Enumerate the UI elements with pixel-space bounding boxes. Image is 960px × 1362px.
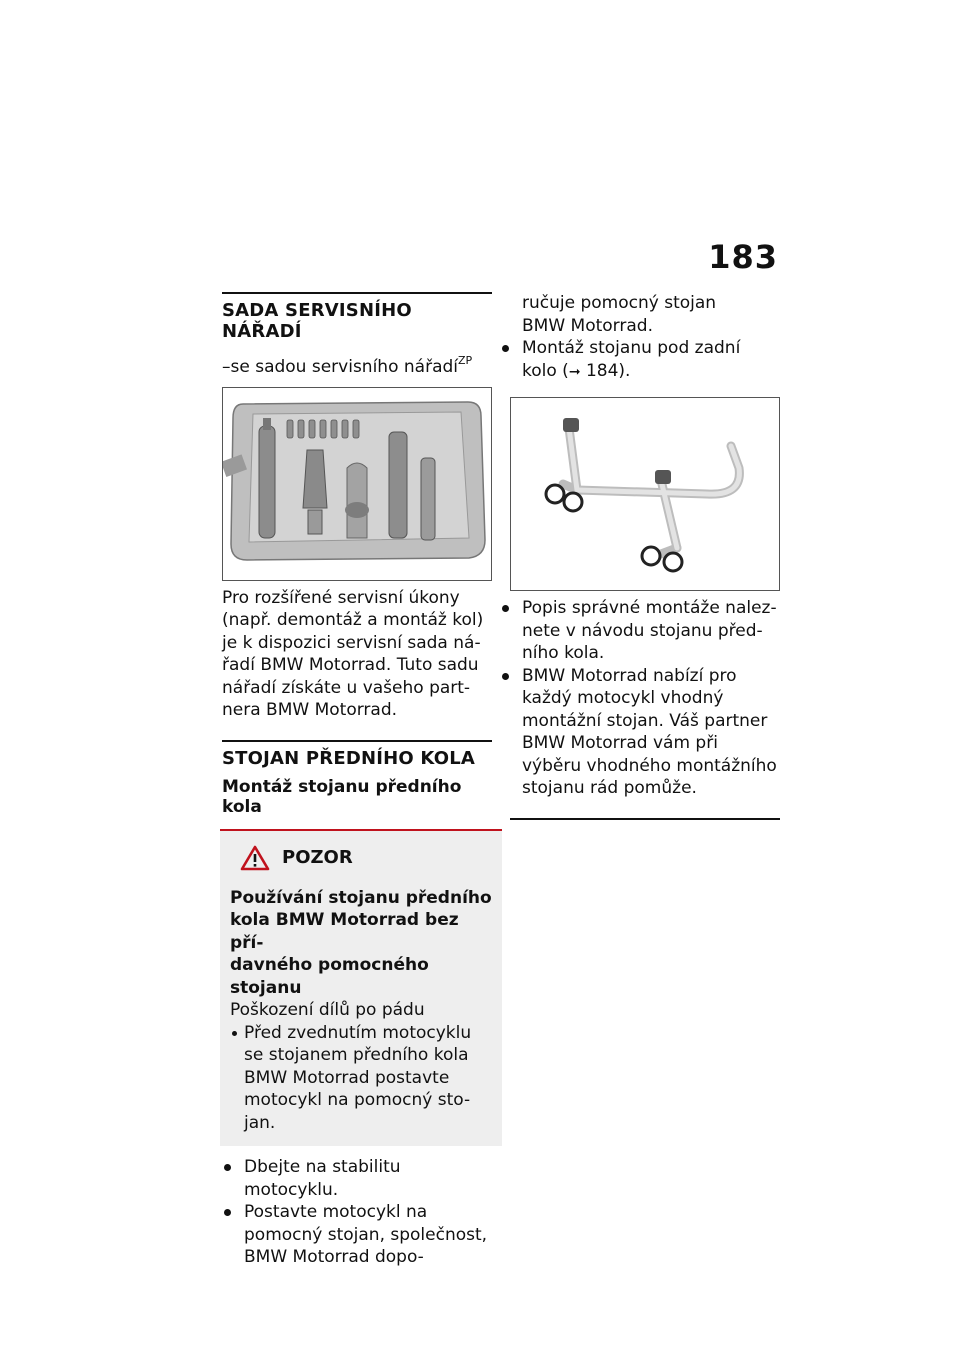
equipment-note bbox=[222, 350, 492, 379]
page-reference[interactable]: 184). bbox=[585, 360, 631, 381]
step-line: Dbejte na stabilitu motocyklu. bbox=[244, 1157, 401, 1200]
procedure-step bbox=[500, 337, 780, 383]
equipment-note-text: –se sadou servisního nářadí bbox=[222, 357, 458, 377]
stand-info-list bbox=[500, 597, 780, 800]
page-number: 183 bbox=[708, 238, 778, 276]
item-line: se stojanem předního kola bbox=[244, 1045, 469, 1065]
info-item bbox=[500, 665, 780, 800]
info-line: každý motocykl vhodný bbox=[522, 688, 724, 708]
section-end-rule bbox=[510, 818, 780, 820]
procedure-step bbox=[222, 1156, 492, 1201]
continuation-line: BMW Motorrad. bbox=[522, 315, 653, 336]
info-line: Popis správné montáže nalez- bbox=[522, 598, 777, 618]
info-line: stojanu rád pomůže. bbox=[522, 778, 697, 798]
info-line: BMW Motorrad nabízí pro bbox=[522, 665, 737, 686]
caution-heading-line: Používání stojanu předního bbox=[230, 887, 492, 908]
caution-heading-line: davného pomocného stojanu bbox=[230, 955, 429, 998]
caution-heading-line: kola BMW Motorrad bez pří- bbox=[230, 910, 459, 953]
step-line: Postavte motocykl na bbox=[244, 1202, 428, 1222]
paragraph-line: nera BMW Motorrad. bbox=[222, 700, 398, 720]
left-column bbox=[222, 292, 492, 1269]
info-line: výběru vhodného montážního bbox=[522, 755, 777, 776]
step-line: pomocný stojan, společnost, bbox=[244, 1224, 488, 1245]
info-line: montážní stojan. Váš partner bbox=[522, 710, 768, 731]
step-line-text: kolo ( bbox=[522, 360, 569, 381]
procedure-steps bbox=[222, 1156, 492, 1269]
tool-kit-illustration bbox=[223, 388, 491, 580]
item-line: jan. bbox=[244, 1112, 276, 1133]
paragraph-line: řadí BMW Motorrad. Tuto sadu bbox=[222, 655, 479, 675]
paragraph-line: je k dispozici servisní sada ná- bbox=[222, 632, 481, 653]
step-line bbox=[522, 360, 780, 384]
paragraph-line: nářadí získáte u vašeho part- bbox=[222, 677, 471, 698]
caution-header bbox=[240, 845, 492, 871]
info-line: nete v návodu stojanu před- bbox=[522, 620, 763, 641]
equipment-code: ZP bbox=[458, 354, 473, 367]
warning-triangle-icon bbox=[240, 845, 270, 871]
step-line: Montáž stojanu pod zadní bbox=[522, 338, 741, 358]
section-title-front-stand: STOJAN PŘEDNÍHO KOLA bbox=[222, 747, 476, 769]
info-item bbox=[500, 597, 780, 665]
caution-title: POZOR bbox=[282, 847, 353, 868]
caution-heading bbox=[230, 887, 492, 1000]
right-column bbox=[510, 292, 780, 820]
caution-box bbox=[220, 829, 502, 1147]
item-line: Před zvednutím motocyklu bbox=[244, 1022, 472, 1043]
page-reference-arrow-icon[interactable]: ➞ bbox=[568, 363, 581, 380]
tool-kit-figure bbox=[222, 387, 492, 581]
step-line: BMW Motorrad dopo- bbox=[244, 1247, 424, 1267]
caution-consequence: Poškození dílů po pádu bbox=[230, 1000, 425, 1020]
caution-actions bbox=[230, 1022, 492, 1135]
stand-figure bbox=[510, 397, 780, 591]
section-rule bbox=[222, 740, 492, 742]
paragraph-line: Pro rozšířené servisní úkony bbox=[222, 587, 460, 608]
step-continuation bbox=[510, 292, 780, 337]
info-line: ního kola. bbox=[522, 643, 605, 663]
continuation-line: ručuje pomocný stojan bbox=[522, 293, 717, 313]
item-line: motocykl na pomocný sto- bbox=[244, 1090, 471, 1110]
tool-kit-paragraph bbox=[222, 587, 492, 722]
section-title-tool-kit: SADA SERVISNÍHO NÁŘADÍ bbox=[222, 300, 412, 342]
procedure-title: Montáž stojanu předního kola bbox=[222, 776, 462, 817]
procedure-step bbox=[222, 1201, 492, 1269]
item-line: BMW Motorrad postavte bbox=[244, 1067, 450, 1088]
info-line: BMW Motorrad vám při bbox=[522, 733, 718, 753]
rear-stand-step bbox=[500, 337, 780, 383]
paragraph-line: (např. demontáž a montáž kol) bbox=[222, 610, 484, 630]
front-stand-illustration bbox=[511, 398, 779, 590]
caution-action-item bbox=[230, 1022, 492, 1135]
section-rule bbox=[222, 292, 492, 294]
